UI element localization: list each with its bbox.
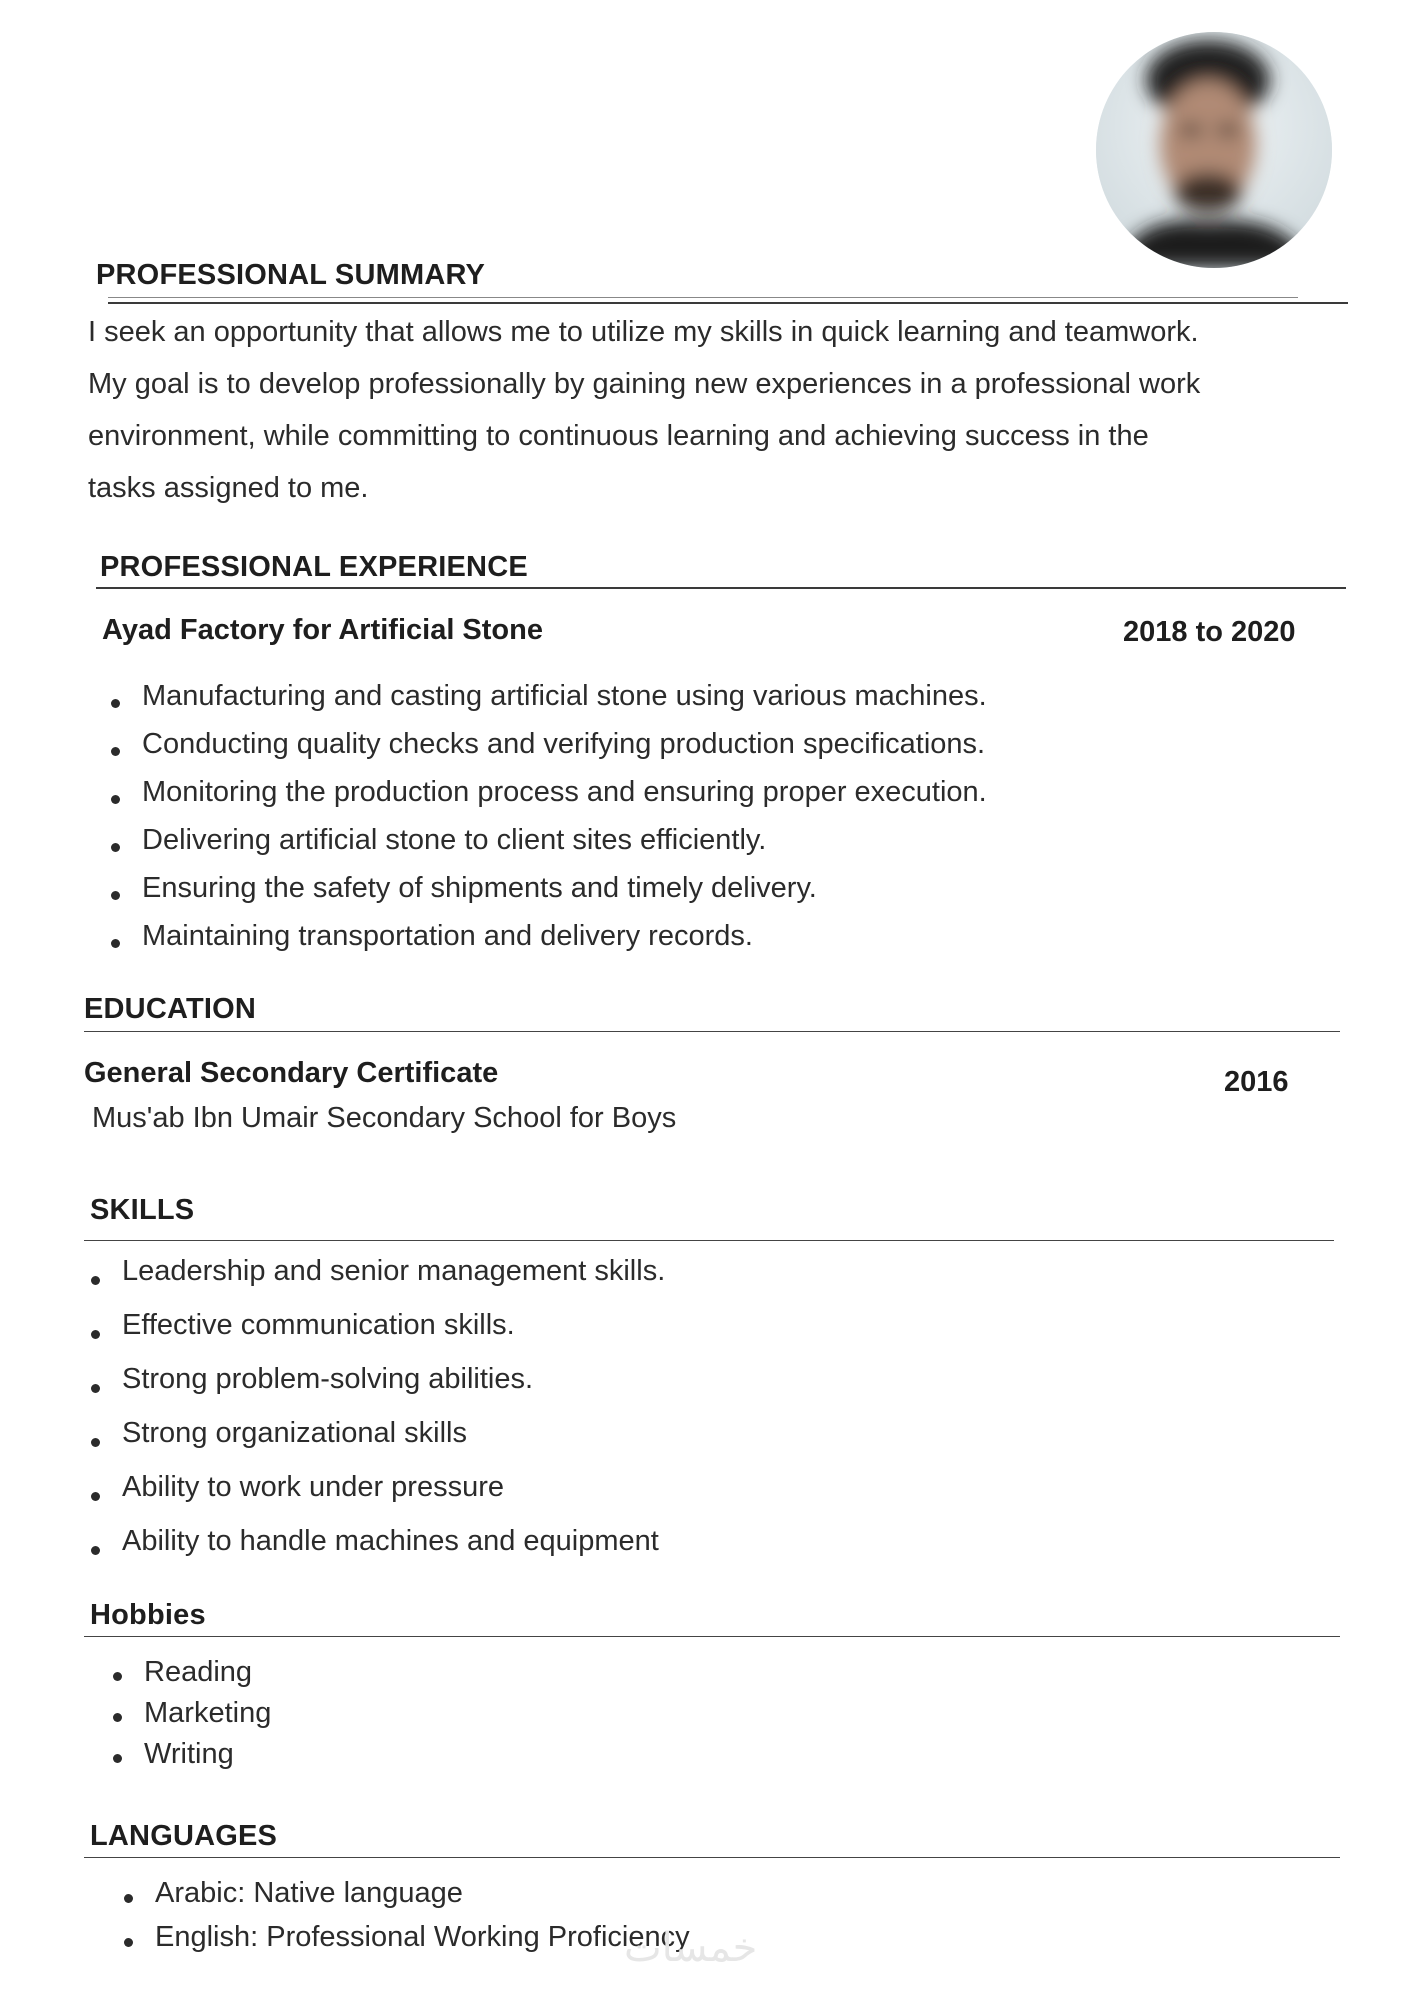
summary-rule-double xyxy=(108,297,1298,298)
bullet-icon xyxy=(91,1438,100,1447)
list-item-text: Strong problem-solving abilities. xyxy=(122,1363,534,1395)
summary-rule xyxy=(108,302,1348,304)
summary-heading: PROFESSIONAL SUMMARY xyxy=(96,259,486,291)
graduation-year: 2016 xyxy=(1224,1066,1289,1098)
list-item xyxy=(142,679,987,727)
school-name: Mus'ab Ibn Umair Secondary School for Boys xyxy=(92,1102,677,1134)
list-item-text: Conducting quality checks and verifying production specifications. xyxy=(142,728,986,760)
experience-rule xyxy=(96,587,1346,589)
watermark-logo: خمسات xyxy=(624,1925,758,1971)
degree-title: General Secondary Certificate xyxy=(84,1057,499,1089)
languages-rule xyxy=(84,1857,1340,1858)
experience-heading: PROFESSIONAL EXPERIENCE xyxy=(100,551,528,583)
bullet-icon xyxy=(91,1384,100,1393)
bullet-icon xyxy=(91,1546,100,1555)
bullet-icon xyxy=(91,1276,100,1285)
list-item-text: Delivering artificial stone to client sites efficiently. xyxy=(142,824,767,856)
list-item xyxy=(122,1307,665,1361)
skills-list xyxy=(122,1253,665,1577)
hobbies-list xyxy=(144,1655,271,1778)
list-item-text: Leadership and senior management skills. xyxy=(122,1255,666,1287)
bullet-icon xyxy=(111,939,120,948)
summary-line: My goal is to develop professionally by gaining new experiences in a professional work xyxy=(88,368,1201,400)
list-item xyxy=(122,1523,665,1577)
profile-photo-image xyxy=(1096,32,1332,268)
profile-photo xyxy=(1096,32,1332,268)
list-item-text: Monitoring the production process and ensuring proper execution. xyxy=(142,776,987,808)
bullet-icon xyxy=(113,1713,122,1722)
list-item-text: Writing xyxy=(144,1738,234,1770)
list-item-text: Maintaining transportation and delivery records. xyxy=(142,920,753,952)
list-item-text: Ability to handle machines and equipment xyxy=(122,1525,659,1557)
education-heading: EDUCATION xyxy=(84,993,257,1025)
hobbies-heading: Hobbies xyxy=(90,1599,206,1631)
list-item xyxy=(142,823,987,871)
list-item-text: Effective communication skills. xyxy=(122,1309,515,1341)
list-item-text: Marketing xyxy=(144,1697,272,1729)
list-item-text: Reading xyxy=(144,1656,253,1688)
list-item-text: Strong organizational skills xyxy=(122,1417,467,1449)
list-item xyxy=(142,727,987,775)
list-item-text: Ability to work under pressure xyxy=(122,1471,504,1503)
bullet-icon xyxy=(91,1330,100,1339)
languages-heading: LANGUAGES xyxy=(90,1820,278,1852)
list-item xyxy=(122,1253,665,1307)
bullet-icon xyxy=(91,1492,100,1501)
list-item xyxy=(142,775,987,823)
list-item-text: Manufacturing and casting artificial stone using various machines. xyxy=(142,680,987,712)
skills-heading: SKILLS xyxy=(90,1194,195,1226)
summary-line: environment, while committing to continuous learning and achieving success in the xyxy=(88,420,1149,452)
bullet-icon xyxy=(124,1938,133,1947)
summary-line: tasks assigned to me. xyxy=(88,472,369,504)
list-item xyxy=(122,1469,665,1523)
company-name: Ayad Factory for Artificial Stone xyxy=(102,614,543,646)
bullet-icon xyxy=(111,891,120,900)
bullet-icon xyxy=(111,795,120,804)
skills-rule xyxy=(84,1240,1334,1241)
list-item-text: Arabic: Native language xyxy=(155,1877,463,1909)
bullet-icon xyxy=(113,1754,122,1763)
list-item xyxy=(122,1415,665,1469)
bullet-icon xyxy=(113,1672,122,1681)
languages-list xyxy=(155,1876,690,1964)
bullet-icon xyxy=(111,747,120,756)
summary-line: I seek an opportunity that allows me to utilize my skills in quick learning and teamwork. xyxy=(88,316,1199,348)
list-item xyxy=(144,1696,271,1737)
experience-duties-list xyxy=(142,679,987,967)
list-item xyxy=(144,1737,271,1778)
list-item-text: English: Professional Working Proficiency xyxy=(155,1921,690,1953)
list-item xyxy=(155,1920,690,1964)
bullet-icon xyxy=(111,843,120,852)
hobbies-rule xyxy=(84,1636,1340,1637)
bullet-icon xyxy=(124,1894,133,1903)
list-item xyxy=(122,1361,665,1415)
list-item xyxy=(155,1876,690,1920)
list-item xyxy=(142,919,987,967)
list-item xyxy=(144,1655,271,1696)
list-item xyxy=(142,871,987,919)
experience-period: 2018 to 2020 xyxy=(1123,616,1296,648)
list-item-text: Ensuring the safety of shipments and timely delivery. xyxy=(142,872,817,904)
bullet-icon xyxy=(111,699,120,708)
education-rule xyxy=(84,1031,1340,1032)
